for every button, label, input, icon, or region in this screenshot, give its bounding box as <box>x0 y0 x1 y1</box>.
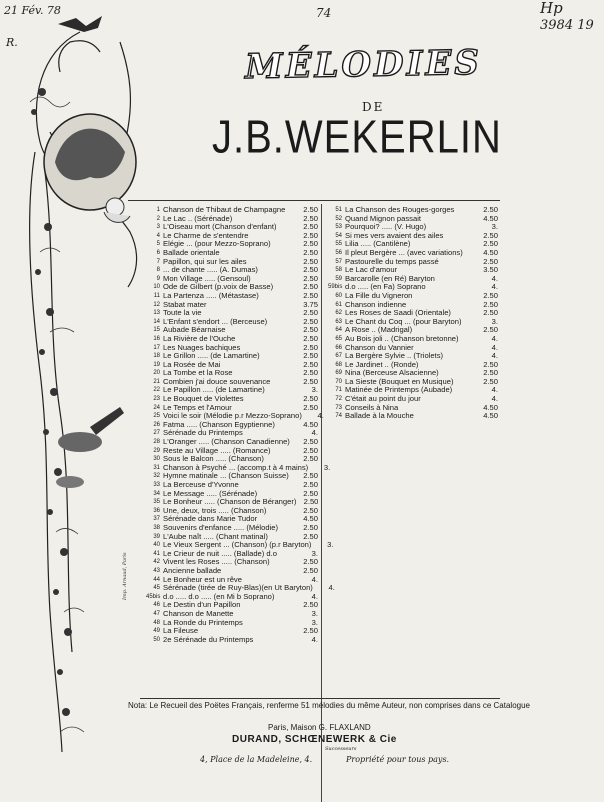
entry-title: Une, deux, trois ..... (Chanson) <box>163 505 267 515</box>
entry-title: d.o ..... d.o ..... (en Mi b Soprano) <box>163 591 275 601</box>
entry-price: 2.50 <box>303 600 318 610</box>
entry-number: 45bis <box>146 593 161 600</box>
entry-title: Pourquoi? ..... (V. Hugo) <box>345 222 427 232</box>
entry-price: 2.50 <box>483 205 498 214</box>
entry-number: 8 <box>156 267 160 274</box>
entry-price: 2.50 <box>303 368 318 378</box>
entry-price: 3.75 <box>303 299 318 309</box>
entry-number: 42 <box>153 559 160 566</box>
entry-price: 2.50 <box>303 222 318 232</box>
entry-number: 59bis <box>328 284 343 291</box>
entry-price: 3. <box>311 608 318 618</box>
shelf-mark <box>540 0 594 34</box>
entry-number: 11 <box>153 292 160 299</box>
entry-price: 4. <box>311 591 318 601</box>
entry-title: C'était au point du jour <box>345 394 421 404</box>
entry-price: 2.50 <box>303 239 318 249</box>
entry-title: Mon Village ..... (Gensoul) <box>163 273 251 283</box>
entry-number: 33 <box>153 482 160 488</box>
entry-price: 4. <box>491 351 498 361</box>
entry-title: 2e Sérénade du Printemps <box>163 634 254 644</box>
entry-title: Le Chant du Coq ... (pour Baryton) <box>345 316 462 326</box>
entry-number: 25 <box>153 413 160 420</box>
catalogue-note: Nota: Le Recueil des Poëtes Français, renferme 51 mélodies du même Auteur, non comprises dans ce Catalogue <box>128 701 530 710</box>
entry-price: 4. <box>491 282 498 292</box>
entry-number: 64 <box>335 327 342 334</box>
entry-price: 2.50 <box>303 565 318 575</box>
catalogue-entry <box>146 636 318 645</box>
collection-title: MÉLODIES <box>244 42 483 88</box>
entry-number: 70 <box>335 378 342 385</box>
entry-number: 59 <box>335 275 342 282</box>
entry-title: La Tombe et la Rose <box>163 368 233 378</box>
entry-price: 2.50 <box>303 437 318 447</box>
entry-title: Chanson à Psyché ... (accomp.t à 4 mains) <box>163 462 309 472</box>
entry-title: Matinée de Printemps (Aubade) <box>345 385 453 395</box>
entry-number: 19 <box>153 361 160 368</box>
entry-title: La Sieste (Bouquet en Musique) <box>345 376 454 386</box>
entry-number: 62 <box>335 310 342 317</box>
entry-price: 4. <box>311 634 318 644</box>
entry-title: Le Charme de s'entendre <box>163 230 249 240</box>
entry-title: Le Crieur de nuit ..... (Ballade) d.o <box>163 548 277 558</box>
entry-number: 14 <box>153 318 160 325</box>
title-preposition: DE <box>362 100 385 114</box>
entry-number: 32 <box>153 473 160 480</box>
entry-price: 2.50 <box>303 230 318 240</box>
entry-price: 4. <box>491 273 498 283</box>
entry-number: 10 <box>153 284 160 291</box>
entry-title: Aubade Béarnaise <box>163 325 226 335</box>
entry-number: 7 <box>156 258 160 265</box>
entry-number: 56 <box>335 249 342 256</box>
handwritten-date: 21 Fév. 78 <box>4 4 61 17</box>
entry-title: Le Message ..... (Sérénade) <box>163 488 258 498</box>
entry-title: Si mes vers avaient des ailes <box>345 230 444 240</box>
entry-title: La Rosée de Mai <box>163 359 221 369</box>
entry-price: 4. <box>491 394 498 404</box>
entry-title: Ballade orientale <box>163 247 220 257</box>
entry-price: 2.50 <box>483 290 498 300</box>
entry-title: Souvenirs d'enfance ..... (Mélodie) <box>163 522 278 532</box>
rights-notice: Propriété pour tous pays. <box>346 755 450 764</box>
catalogue-column-right <box>328 206 498 421</box>
column-divider <box>321 204 322 802</box>
entry-title: Le Jardinet .. (Ronde) <box>345 359 419 369</box>
entry-number: 6 <box>156 249 160 256</box>
entry-number: 24 <box>153 404 160 411</box>
top-rule <box>128 200 500 201</box>
entry-price: 4. <box>317 411 324 421</box>
entry-title: La Ronde du Printemps <box>163 617 243 627</box>
entry-title: Les Roses de Saadi (Orientale) <box>345 308 451 318</box>
entry-number: 63 <box>335 318 342 325</box>
entry-title: L'Enfant s'endort ... (Berceuse) <box>163 316 268 326</box>
entry-number: 47 <box>153 610 160 617</box>
entry-title: Stabat mater <box>163 299 207 309</box>
entry-number: 22 <box>153 387 160 394</box>
entry-price: 2.50 <box>303 247 318 257</box>
entry-number: 74 <box>335 413 342 420</box>
entry-price: 3. <box>491 316 498 326</box>
entry-title: Barcarolle (en Ré) Baryton <box>345 273 435 283</box>
entry-number: 35 <box>153 499 160 506</box>
entry-title: Chanson indienne <box>345 299 407 309</box>
entry-title: Ancienne ballade <box>163 565 222 575</box>
entry-price: 2.50 <box>303 522 318 532</box>
printer-credit: Imp. Arnaud, Paris <box>122 552 128 600</box>
entry-title: ... de chante ..... (A. Dumas) <box>163 265 258 275</box>
entry-price: 2.50 <box>483 368 498 378</box>
entry-number: 71 <box>335 387 342 394</box>
entry-number: 2 <box>156 215 160 222</box>
entry-price: 2.50 <box>483 359 498 369</box>
entry-title: Conseils à Nina <box>345 402 399 412</box>
entry-price: 2.50 <box>483 308 498 318</box>
entry-title: Pastourelle du temps passé <box>345 256 439 266</box>
entry-price: 2.50 <box>303 488 318 498</box>
entry-price: 2.50 <box>303 290 318 300</box>
entry-price: 2.50 <box>303 213 318 223</box>
entry-price: 2.50 <box>303 557 318 567</box>
entry-number: 18 <box>153 353 160 360</box>
entry-number: 31 <box>153 464 160 471</box>
entry-number: 21 <box>153 378 160 385</box>
entry-price: 4.50 <box>483 411 498 421</box>
entry-number: 30 <box>153 456 160 463</box>
entry-price: 2.50 <box>303 480 318 489</box>
entry-title: Combien j'ai douce souvenance <box>163 376 271 386</box>
entry-title: Lilia ..... (Cantilène) <box>345 239 411 249</box>
entry-title: Il pleut Bergère ... (avec variations) <box>345 247 463 257</box>
entry-number: 46 <box>153 602 160 609</box>
entry-price: 4.50 <box>303 514 318 524</box>
entry-price: 2.50 <box>303 316 318 326</box>
catalogue-entry <box>328 412 498 421</box>
entry-number: 27 <box>153 430 160 437</box>
entry-title: Quand Mignon passait <box>345 213 421 223</box>
entry-price: 2.50 <box>303 626 318 636</box>
entry-price: 4.50 <box>303 419 318 429</box>
entry-title: La Berceuse d'Yvonne <box>163 480 239 489</box>
entry-title: Reste au Village ..... (Romance) <box>163 445 271 455</box>
entry-number: 38 <box>153 524 160 531</box>
entry-number: 72 <box>335 396 342 403</box>
entry-number: 57 <box>335 258 342 265</box>
entry-number: 15 <box>153 327 160 334</box>
entry-title: La Bergère Sylvie .. (Triolets) <box>345 351 444 361</box>
publisher-name: DURAND, SCHŒNEWERK & Cie <box>232 734 397 745</box>
entry-number: 16 <box>153 335 160 342</box>
entry-title: Ode de Gilbert (p.voix de Basse) <box>163 282 274 292</box>
entry-title: Ballade à la Mouche <box>345 411 414 421</box>
entry-price: 2.50 <box>303 273 318 283</box>
entry-price: 2.50 <box>303 359 318 369</box>
entry-title: Le Grillon ..... (de Lamartine) <box>163 351 260 361</box>
entry-number: 43 <box>153 567 160 574</box>
entry-number: 48 <box>153 619 160 626</box>
ornamental-vignette-illustration <box>20 12 140 782</box>
entry-number: 26 <box>153 421 160 428</box>
entry-number: 68 <box>335 361 342 368</box>
entry-title: La Fille du Vigneron <box>345 290 413 300</box>
entry-number: 54 <box>335 232 342 239</box>
entry-number: 36 <box>153 507 160 514</box>
entry-price: 4.50 <box>483 213 498 223</box>
entry-number: 51 <box>335 207 342 213</box>
entry-title: Voici le soir (Mélodie p.r Mezzo-Soprano) <box>163 411 302 421</box>
entry-price: 2.50 <box>303 394 318 404</box>
entry-title: A Rose .. (Madrigal) <box>345 325 413 335</box>
entry-title: Sérénade dans Marie Tudor <box>163 514 258 524</box>
entry-price: 2.50 <box>303 445 318 455</box>
bottom-rule <box>140 698 500 699</box>
catalogue-column-left <box>146 205 335 644</box>
entry-title: Sérénade (tirée de Ruy-Blas)(en Ut Baryton) <box>163 583 313 593</box>
entry-number: 9 <box>156 275 160 282</box>
handwritten-r-mark: R. <box>6 36 18 49</box>
entry-number: 49 <box>153 628 160 635</box>
entry-price: 3. <box>323 462 331 472</box>
handwritten-number: 74 <box>316 6 332 20</box>
entry-title: Chanson de Manette <box>163 608 234 618</box>
entry-number: 29 <box>153 447 160 454</box>
entry-price: 4. <box>491 333 498 343</box>
entry-title: Vivent les Roses ..... (Chanson) <box>163 557 270 567</box>
entry-price: 2.50 <box>483 239 498 249</box>
entry-price: 2.50 <box>303 256 318 266</box>
entry-number: 52 <box>335 215 342 222</box>
entry-title: Le Bouquet de Violettes <box>163 394 244 404</box>
entry-price: 2.50 <box>303 333 318 343</box>
entry-price: 4. <box>311 428 318 438</box>
entry-price: 2.50 <box>303 325 318 335</box>
entry-number: 67 <box>335 353 342 360</box>
entry-price: 4.50 <box>483 247 498 257</box>
entry-title: Toute la vie <box>163 308 202 318</box>
entry-price: 4. <box>311 574 318 584</box>
entry-number: 40 <box>153 542 160 549</box>
entry-number: 17 <box>153 344 160 351</box>
entry-price: 2.50 <box>303 351 318 361</box>
entry-number: 58 <box>335 267 342 274</box>
entry-price: 2.50 <box>303 531 318 541</box>
entry-title: La Rivière de l'Ouche <box>163 333 236 343</box>
publisher-address: 4, Place de la Madeleine, 4. <box>200 755 313 764</box>
entry-number: 55 <box>335 241 342 248</box>
entry-price: 3.50 <box>483 265 498 275</box>
entry-price: 2.50 <box>303 282 318 292</box>
entry-price: 2.50 <box>303 205 318 214</box>
composer-name: J.B.WEKERLIN <box>212 112 502 163</box>
entry-price: 2.50 <box>303 471 318 481</box>
entry-number: 13 <box>153 310 160 317</box>
entry-title: Le Bonheur ..... (Chanson de Béranger) <box>163 497 297 507</box>
entry-price: 3. <box>327 540 334 550</box>
entry-title: Sous le Balcon ..... (Chanson) <box>163 454 264 464</box>
entry-price: 3. <box>311 548 318 558</box>
publisher-successors: Successeurs <box>325 746 357 752</box>
entry-title: Le Bonheur est un rêve <box>163 574 242 584</box>
entry-title: Chanson du Vannier <box>345 342 414 352</box>
entry-price: 2.50 <box>483 376 498 386</box>
entry-price: 4.50 <box>483 402 498 412</box>
publisher-line-paris: Paris, Maison G. FLAXLAND <box>268 723 371 732</box>
entry-number: 65 <box>335 335 342 342</box>
entry-number: 53 <box>335 224 342 231</box>
entry-title: Au Bois joli .. (Chanson bretonne) <box>345 333 459 343</box>
entry-title: La Fileuse <box>163 626 199 636</box>
entry-price: 2.50 <box>303 497 319 507</box>
entry-title: Elégie ... (pour Mezzo-Soprano) <box>163 239 271 249</box>
entry-price: 2.50 <box>303 342 318 352</box>
entry-number: 5 <box>156 241 160 248</box>
entry-number: 41 <box>153 550 160 557</box>
entry-title: Les Nuages bachiques <box>163 342 241 352</box>
shelf-mark-line1: Hp <box>540 0 563 17</box>
entry-number: 50 <box>153 636 160 643</box>
entry-price: 2.50 <box>303 308 318 318</box>
entry-number: 44 <box>153 576 160 583</box>
entry-title: Hymne matinale ... (Chanson Suisse) <box>163 471 289 481</box>
entry-price: 3. <box>311 617 318 627</box>
entry-number: 39 <box>153 533 160 540</box>
entry-number: 61 <box>335 301 342 308</box>
entry-price: 2.50 <box>483 230 498 240</box>
entry-price: 4. <box>491 342 498 352</box>
entry-price: 4. <box>328 583 335 593</box>
entry-number: 73 <box>335 404 342 411</box>
entry-title: Le Lac .. (Sérénade) <box>163 213 233 223</box>
entry-number: 66 <box>335 344 342 351</box>
entry-price: 2.50 <box>303 265 318 275</box>
entry-number: 3 <box>156 224 160 231</box>
entry-title: La Partenza ..... (Métastase) <box>163 290 259 300</box>
entry-price: 4. <box>491 385 498 395</box>
entry-number: 4 <box>156 232 160 239</box>
entry-title: Le Temps et l'Amour <box>163 402 232 412</box>
entry-title: Le Vieux Sergent ... (Chanson) (p.r Baryton) <box>163 540 312 550</box>
entry-title: Sérénade du Printemps <box>163 428 243 438</box>
entry-price: 2.50 <box>303 402 318 412</box>
entry-price: 3. <box>491 222 498 232</box>
entry-price: 2.50 <box>483 299 498 309</box>
entry-price: 2.50 <box>483 325 498 335</box>
entry-title: La Chanson des Rouges-gorges <box>345 205 455 214</box>
entry-price: 2.50 <box>303 376 318 386</box>
entry-number: 1 <box>156 207 160 213</box>
entry-title: Chanson de Thibaut de Champagne <box>163 205 286 214</box>
entry-number: 34 <box>153 490 160 497</box>
entry-title: Le Lac d'amour <box>345 265 398 275</box>
entry-title: L'Oiseau mort (Chanson d'enfant) <box>163 222 277 232</box>
entry-title: d.o ..... (en Fa) Soprano <box>345 282 426 292</box>
entry-number: 60 <box>335 292 342 299</box>
entry-number: 45 <box>153 585 160 592</box>
entry-number: 20 <box>153 370 160 377</box>
entry-number: 28 <box>153 439 160 446</box>
entry-title: Nina (Berceuse Alsacienne) <box>345 368 439 378</box>
entry-title: Papillon, qui sur les ailes <box>163 256 247 266</box>
entry-number: 12 <box>153 301 160 308</box>
entry-title: Fatma ..... (Chanson Egyptienne) <box>163 419 275 429</box>
shelf-mark-line2: 3984 19 <box>540 18 594 33</box>
entry-price: 2.50 <box>303 454 318 464</box>
entry-title: Le Destin d'un Papillon <box>163 600 241 610</box>
entry-price: 2.50 <box>483 256 498 266</box>
entry-number: 23 <box>153 396 160 403</box>
entry-price: 3. <box>311 385 318 395</box>
entry-title: L'Aube naît ..... (Chant matinal) <box>163 531 268 541</box>
entry-price: 2.50 <box>303 505 318 515</box>
entry-number: 37 <box>153 516 160 523</box>
entry-number: 69 <box>335 370 342 377</box>
entry-title: L'Oranger ..... (Chanson Canadienne) <box>163 437 290 447</box>
entry-title: Le Papillon ..... (de Lamartine) <box>163 385 265 395</box>
